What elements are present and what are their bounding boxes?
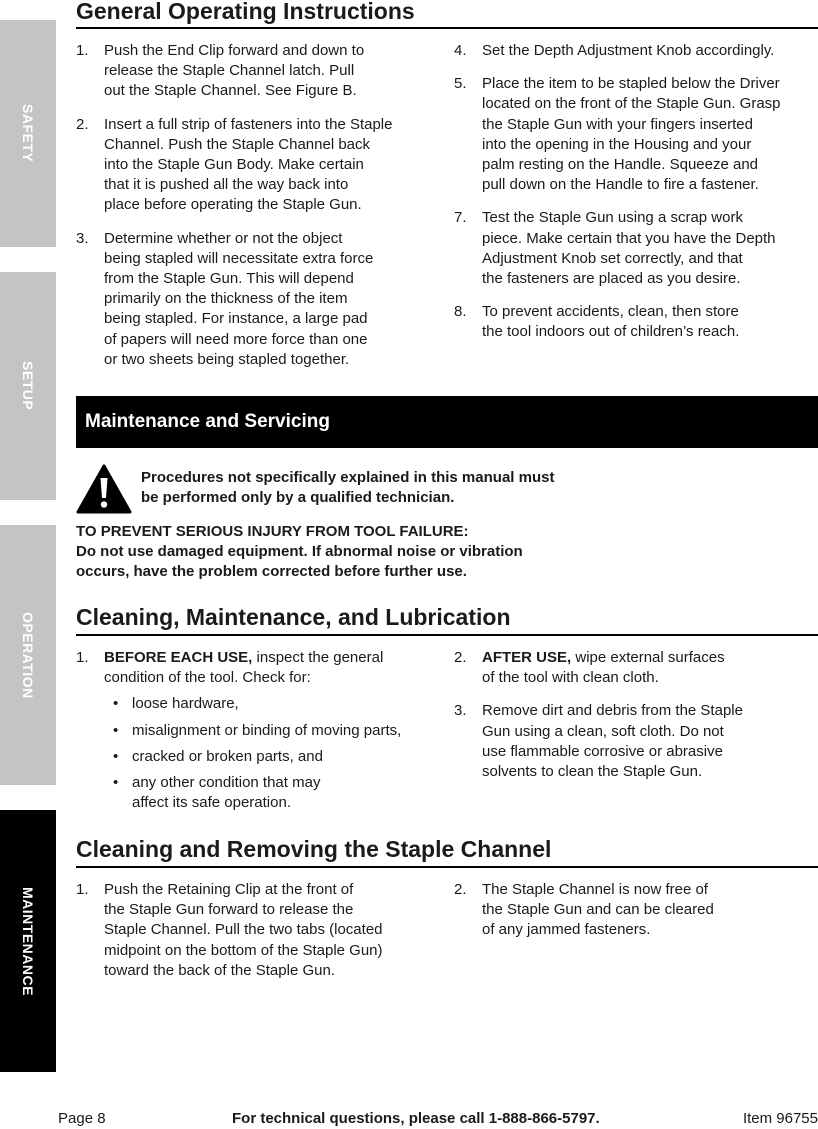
injury-heading: TO PREVENT SERIOUS INJURY FROM TOOL FAILURE: (76, 523, 469, 540)
cleaning-right-list (454, 648, 818, 795)
tab-operation[interactable] (0, 525, 56, 785)
item-number: 1. (76, 881, 89, 898)
injury-warning (76, 522, 523, 583)
item-number: 7. (454, 209, 467, 227)
item-number: 8. (454, 303, 467, 321)
list-item (76, 41, 436, 102)
bullet-item (104, 747, 444, 767)
maintenance-section-bar (76, 396, 818, 448)
tab-setup-label: SETUP (20, 361, 36, 411)
item-number: 4. (454, 42, 467, 59)
bullet-text: misalignment or binding of moving parts, (132, 721, 402, 739)
item-text: Insert a full strip of fasteners into the Staple Channel. Push the Staple Channel back into the Staple Gun Body. Make certain that it is pushed all the way back into place before operating the Staple Gun. (104, 115, 393, 214)
bullet-text: loose hardware, (132, 695, 239, 713)
list-item (454, 302, 818, 342)
cleaning-title: Cleaning, Maintenance, and Lubrication (76, 604, 511, 630)
item-text: Test the Staple Gun using a scrap work piece. Make certain that you have the Depth Adjustment Knob set correctly, and that the fasteners are placed as you desire. (482, 209, 776, 288)
item-number: 2. (76, 115, 89, 133)
list-item (454, 648, 818, 688)
item-number: 3. (454, 702, 467, 720)
item-number: 1. (76, 649, 89, 666)
bullet-dot: • (113, 721, 119, 739)
bullet-item (104, 721, 444, 741)
bullet-dot: • (113, 774, 119, 792)
tab-safety-label: SAFETY (20, 104, 36, 163)
list-item (76, 880, 436, 981)
footer-item-number: Item 96755 (742, 1110, 818, 1127)
item-text: Place the item to be stapled below the Driver located on the front of the Staple Gun. Grasp the Staple Gun with your fingers inserted into the opening in the Housing and your palm resting on the Handle. Squeeze and pull down on the Handle to fire a fastener. (482, 75, 781, 194)
maintenance-bar-title: Maintenance and Servicing (85, 411, 330, 432)
warning-triangle-icon (76, 464, 132, 514)
warning-text: Procedures not specifically explained in this manual must be performed only by a qualified technician. (141, 469, 555, 507)
list-item (76, 115, 436, 216)
general-right-list (454, 41, 818, 356)
cleaning-rule (76, 634, 818, 636)
tab-maintenance-label: MAINTENANCE (20, 886, 36, 996)
item-number: 3. (76, 229, 89, 247)
injury-text: Do not use damaged equipment. If abnormal noise or vibration occurs, have the problem corrected before further use. (76, 543, 523, 581)
bullet-text: any other condition that may affect its safe operation. (132, 774, 321, 812)
tab-setup[interactable] (0, 272, 56, 500)
bullet-text: cracked or broken parts, and (132, 747, 323, 765)
channel-title: Cleaning and Removing the Staple Channel (76, 836, 552, 862)
list-item (76, 648, 444, 813)
channel-left-list (76, 880, 436, 994)
list-item (454, 208, 818, 289)
channel-rule (76, 866, 818, 868)
item-bold-lead: BEFORE EACH USE, (104, 649, 253, 666)
item-text: The Staple Channel is now free of the Staple Gun and can be cleared of any jammed fasteners. (482, 881, 714, 939)
list-item (76, 229, 436, 370)
list-item (454, 701, 818, 782)
item-text: Remove dirt and debris from the Staple Gun using a clean, soft cloth. Do not use flammable corrosive or abrasive solvents to clean the Staple Gun. (482, 702, 743, 781)
tab-safety[interactable] (0, 20, 56, 247)
general-title: General Operating Instructions (76, 0, 415, 24)
item-text: Set the Depth Adjustment Knob accordingly. (482, 42, 775, 59)
item-number: 2. (454, 881, 467, 898)
item-text: Push the End Clip forward and down to release the Staple Channel latch. Pull out the Staple Channel. See Figure B. (104, 42, 365, 100)
cleaning-left-list (76, 648, 444, 813)
bullet-dot: • (113, 695, 119, 713)
footer-page-number: Page 8 (58, 1110, 106, 1127)
tab-maintenance[interactable] (0, 810, 56, 1072)
item-text: Determine whether or not the object being stapled will necessitate extra force from the Staple Gun. This will depend primarily on the thickness of the item being stapled. For instance, a large pad of papers will need more force than one or two sheets being stapled together. (104, 229, 374, 368)
list-item (454, 41, 818, 61)
general-left-list (76, 41, 436, 383)
tab-operation-label: OPERATION (20, 611, 36, 699)
general-rule (76, 27, 818, 29)
item-number: 5. (454, 75, 467, 93)
item-text: To prevent accidents, clean, then store the tool indoors out of children’s reach. (482, 303, 740, 341)
item-text: wipe external surfaces of the tool with clean cloth. (482, 649, 725, 687)
item-number: 2. (454, 649, 467, 666)
item-text: Push the Retaining Clip at the front of the Staple Gun forward to release the Staple Channel. Pull the two tabs (located midpoint on the bottom of the Staple Gun) toward the back of the Staple Gun. (104, 881, 383, 979)
list-item (454, 880, 818, 941)
bullet-item (104, 773, 444, 813)
bullet-dot: • (113, 747, 119, 765)
list-item (454, 74, 818, 195)
footer-contact: For technical questions, please call 1-888-866-5797. (232, 1110, 600, 1127)
bullet-item (104, 694, 444, 714)
item-bold-lead: AFTER USE, (482, 649, 572, 666)
channel-right-list (454, 880, 818, 954)
item-text: inspect the general condition of the tool. Check for: (104, 649, 384, 687)
item-number: 1. (76, 42, 89, 59)
